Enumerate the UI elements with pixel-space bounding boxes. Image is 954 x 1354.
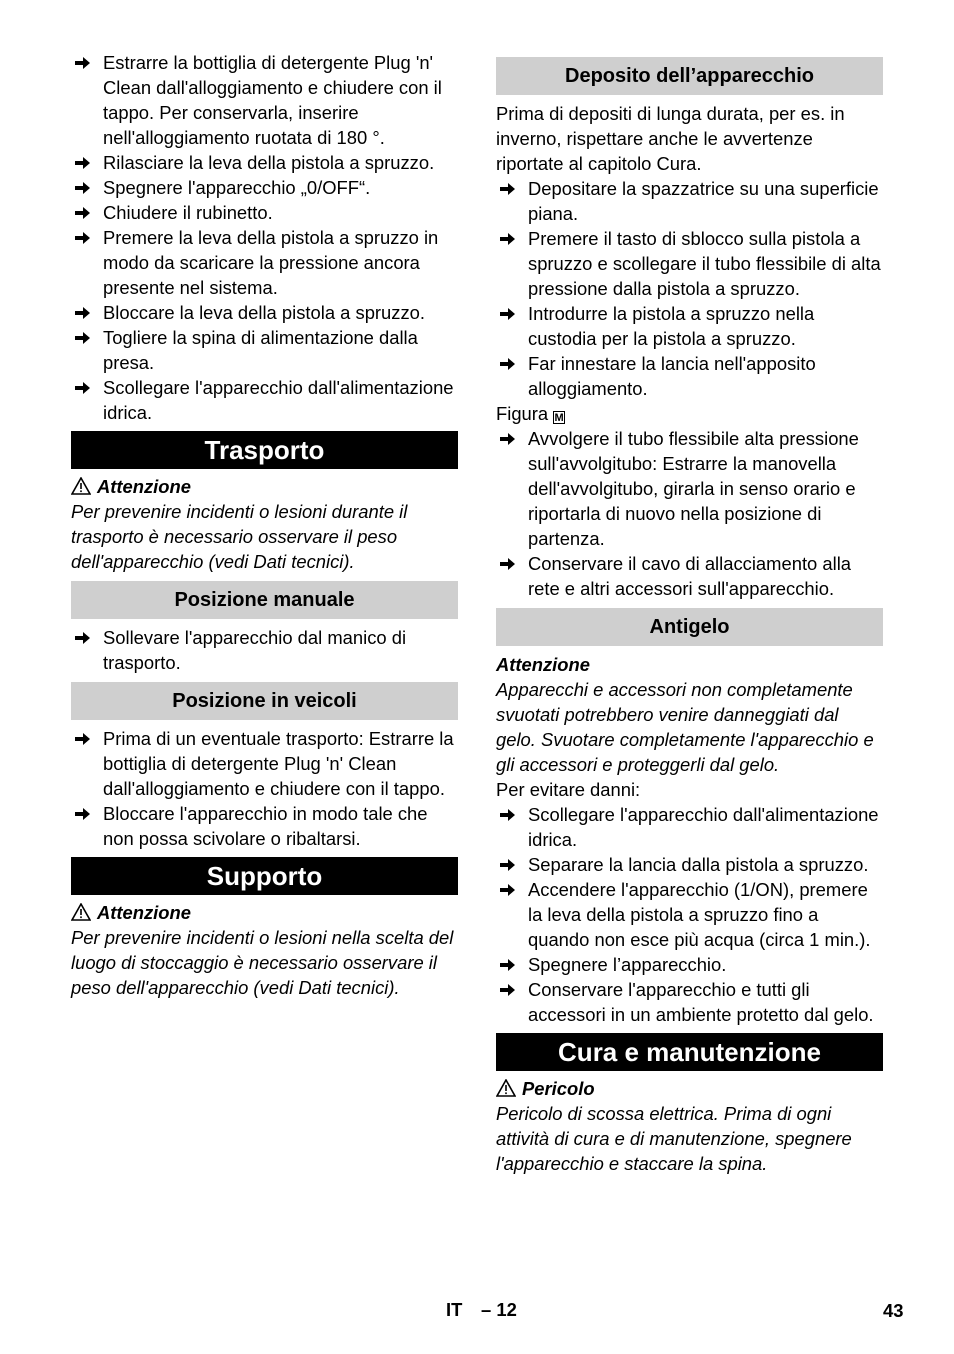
figure-label: Figura — [496, 403, 549, 424]
figure-reference — [496, 401, 883, 426]
warning-text: Pericolo di scossa elettrica. Prima di ogni attività di cura e di manutenzione, spegnere l'apparecchio e staccare la spina. — [496, 1103, 852, 1174]
bullet-item — [496, 226, 883, 301]
section-heading-trasporto: Trasporto — [71, 431, 458, 469]
bullet-item — [71, 175, 458, 200]
bullet-text: Spegnere l'apparecchio „0/OFF“. — [103, 177, 371, 198]
bullet-text: Chiudere il rubinetto. — [103, 202, 273, 223]
bullet-text: Spegnere l’apparecchio. — [528, 954, 727, 975]
footer-page-number: 43 — [883, 1300, 904, 1321]
arrow-right-icon — [75, 631, 91, 645]
arrow-right-icon — [75, 732, 91, 746]
arrow-right-icon — [75, 181, 91, 195]
bullet-text: Sollevare l'apparecchio dal manico di trasporto. — [103, 627, 407, 673]
arrow-right-icon — [500, 557, 516, 571]
bullet-item — [496, 852, 883, 877]
arrow-right-icon — [500, 958, 516, 972]
bullet-item — [496, 176, 883, 226]
warning-heading — [71, 900, 458, 925]
arrow-right-icon — [500, 182, 516, 196]
deposito-bullet-list — [496, 176, 883, 401]
bullet-text: Accendere l'apparecchio (1/ON), premere la leva della pistola a spruzzo fino a quando non esce più acqua (circa 1 min.). — [528, 879, 871, 950]
arrow-right-icon — [500, 307, 516, 321]
bullet-item — [71, 150, 458, 175]
section-heading-cura: Cura e manutenzione — [496, 1033, 883, 1071]
bullet-item — [496, 877, 883, 952]
subheading-posizione-manuale: Posizione manuale — [71, 581, 458, 619]
bullet-text: Far innestare la lancia nell'apposito alloggiamento. — [528, 353, 816, 399]
arrow-right-icon — [500, 432, 516, 446]
warning-block — [71, 900, 458, 1000]
warning-title: Attenzione — [97, 902, 191, 923]
arrow-right-icon — [75, 331, 91, 345]
warning-block — [496, 1076, 883, 1176]
bullet-item — [71, 200, 458, 225]
warning-block — [496, 652, 883, 777]
bullet-item — [71, 625, 458, 675]
bullet-text: Introdurre la pistola a spruzzo nella custodia per la pistola a spruzzo. — [528, 303, 815, 349]
warning-triangle-icon — [71, 476, 91, 494]
warning-triangle-icon — [496, 1078, 516, 1096]
footer-section-page: – 12 — [481, 1299, 517, 1320]
figure-ref-box: M — [554, 412, 564, 424]
arrow-right-icon — [500, 232, 516, 246]
arrow-right-icon — [500, 883, 516, 897]
bullet-text: Bloccare la leva della pistola a spruzzo. — [103, 302, 426, 323]
warning-title: Attenzione — [97, 476, 191, 497]
bullet-item — [71, 300, 458, 325]
warning-text: Per prevenire incidenti o lesioni nella scelta del luogo di stoccaggio è necessario osservare il peso dell'apparecchio (vedi Dati tecnici). — [71, 927, 454, 998]
arrow-right-icon — [500, 983, 516, 997]
bullet-text: Conservare il cavo di allacciamento alla rete e altri accessori sull'apparecchio. — [528, 553, 852, 599]
manuale-bullet-list — [71, 625, 458, 675]
bullet-text: Conservare l'apparecchio e tutti gli accessori in un ambiente protetto dal gelo. — [528, 979, 874, 1025]
arrow-right-icon — [500, 808, 516, 822]
deposito-intro: Prima di depositi di lunga durata, per es. in inverno, rispettare anche le avvertenze riportate al capitolo Cura. — [496, 103, 845, 174]
left-column — [71, 50, 458, 1000]
bullet-text: Prima di un eventuale trasporto: Estrarre la bottiglia di detergente Plug 'n' Clean dall'alloggiamento e chiudere con il tappo. — [103, 728, 454, 799]
warning-block — [71, 474, 458, 574]
antigelo-bullet-list — [496, 802, 883, 1027]
bullet-text: Estrarre la bottiglia di detergente Plug 'n' Clean dall'alloggiamento e chiudere con il tappo. Per conservarla, inserire nell'alloggiamento ruotata di 180 °. — [103, 52, 442, 148]
warning-title: Attenzione — [496, 654, 590, 675]
warning-title: Pericolo — [522, 1078, 595, 1099]
warning-text: Apparecchi e accessori non completamente svuotati potrebbero venire danneggiati dal gelo. Svuotare completamente l'apparecchio e gli accessori e proteggerli dal gelo. — [496, 679, 874, 775]
bullet-text: Bloccare l'apparecchio in modo tale che non possa scivolare o ribaltarsi. — [103, 803, 428, 849]
bullet-item — [496, 301, 883, 351]
warning-heading — [496, 1076, 883, 1101]
warning-triangle-icon — [71, 902, 91, 920]
subheading-posizione-veicoli: Posizione in veicoli — [71, 682, 458, 720]
arrow-right-icon — [500, 357, 516, 371]
bullet-item — [71, 375, 458, 425]
bullet-item — [496, 426, 883, 551]
bullet-text: Togliere la spina di alimentazione dalla presa. — [103, 327, 418, 373]
bullet-text: Scollegare l'apparecchio dall'alimentazione idrica. — [103, 377, 454, 423]
arrow-right-icon — [75, 231, 91, 245]
arrow-right-icon — [75, 56, 91, 70]
bullet-text: Premere la leva della pistola a spruzzo in modo da scaricare la pressione ancora presente nel sistema. — [103, 227, 439, 298]
bullet-item — [496, 802, 883, 852]
arrow-right-icon — [500, 858, 516, 872]
footer-language: IT — [446, 1299, 463, 1320]
bullet-item — [71, 225, 458, 300]
bullet-text: Rilasciare la leva della pistola a spruzzo. — [103, 152, 435, 173]
bullet-item — [71, 325, 458, 375]
bullet-item — [496, 351, 883, 401]
bullet-item — [71, 801, 458, 851]
deposito-bullet-list-2 — [496, 426, 883, 601]
intro-bullet-list — [71, 50, 458, 425]
bullet-text: Separare la lancia dalla pistola a spruzzo. — [528, 854, 869, 875]
warning-heading — [71, 474, 458, 499]
arrow-right-icon — [75, 381, 91, 395]
bullet-item — [71, 50, 458, 150]
bullet-text: Depositare la spazzatrice su una superficie piana. — [528, 178, 879, 224]
veicoli-bullet-list — [71, 726, 458, 851]
arrow-right-icon — [75, 306, 91, 320]
right-column — [496, 50, 883, 1176]
arrow-right-icon — [75, 156, 91, 170]
subheading-deposito: Deposito dell’apparecchio — [496, 57, 883, 95]
bullet-text: Premere il tasto di sblocco sulla pistola a spruzzo e scollegare il tubo flessibile di alta pressione dalla pistola a spruzzo. — [528, 228, 881, 299]
bullet-item — [496, 952, 883, 977]
antigelo-intro: Per evitare danni: — [496, 779, 641, 800]
arrow-right-icon — [75, 206, 91, 220]
bullet-item — [71, 726, 458, 801]
section-heading-supporto: Supporto — [71, 857, 458, 895]
bullet-text: Avvolgere il tubo flessibile alta pressione sull'avvolgitubo: Estrarre la manovella dell'avvolgitubo, girarla in senso orario e riportarla di nuovo nella posizione di partenza. — [528, 428, 859, 549]
subheading-antigelo: Antigelo — [496, 608, 883, 646]
bullet-item — [496, 551, 883, 601]
warning-text: Per prevenire incidenti o lesioni durante il trasporto è necessario osservare il peso dell'apparecchio (vedi Dati tecnici). — [71, 501, 408, 572]
arrow-right-icon — [75, 807, 91, 821]
bullet-text: Scollegare l'apparecchio dall'alimentazione idrica. — [528, 804, 879, 850]
bullet-item — [496, 977, 883, 1027]
